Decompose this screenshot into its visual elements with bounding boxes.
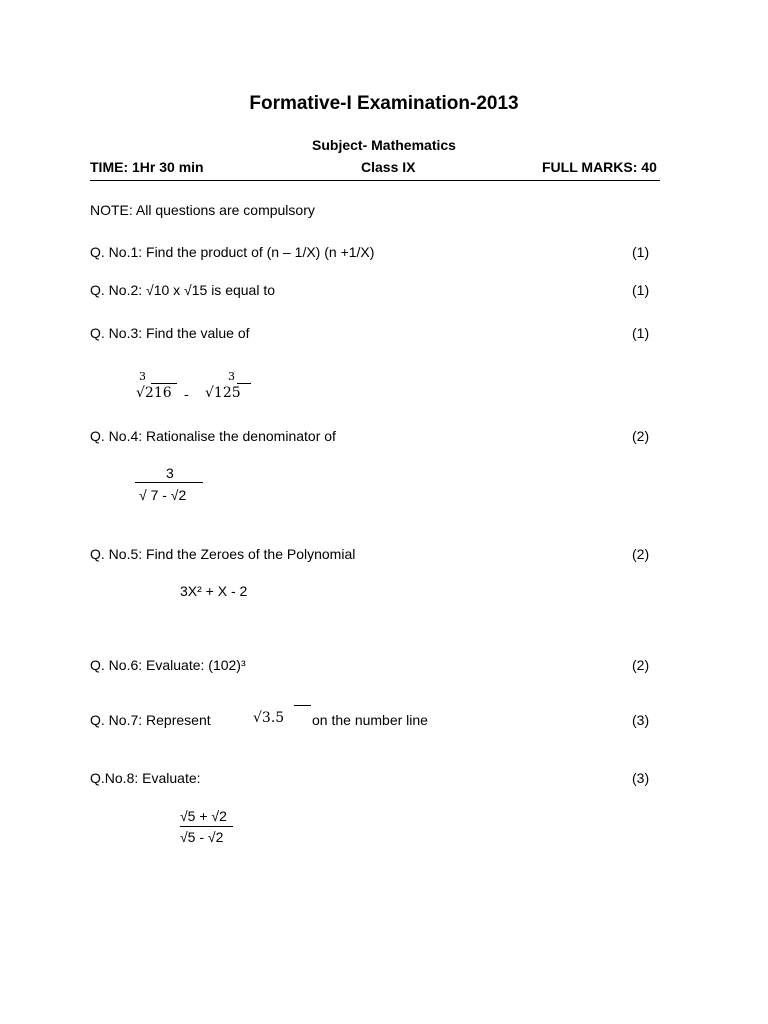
q7-root-3-5: √3.5 <box>253 710 285 726</box>
time-label: TIME: 1Hr 30 min <box>90 159 204 175</box>
question-5: Q. No.5: Find the Zeroes of the Polynomial <box>90 546 356 562</box>
question-3-marks: (1) <box>632 325 650 341</box>
q3-vinculum-2 <box>237 383 251 384</box>
question-2: Q. No.2: √10 x √15 is equal to <box>90 282 276 298</box>
question-7: Q. No.7: Represent <box>90 712 211 728</box>
question-3: Q. No.3: Find the value of <box>90 325 250 341</box>
q3-root-125: √125 <box>205 385 241 401</box>
q3-cube-index-1: 3 <box>139 370 146 383</box>
full-marks-label: FULL MARKS: 40 <box>542 159 657 175</box>
question-7-tail: on the number line <box>312 712 428 728</box>
exam-title: Formative-I Examination-2013 <box>249 93 519 114</box>
q8-numerator: √5 + √2 <box>180 808 227 824</box>
q8-denominator: √5 - √2 <box>180 829 224 845</box>
question-1-marks: (1) <box>632 244 650 260</box>
subject-line: Subject- Mathematics <box>312 137 456 153</box>
q7-vinculum <box>294 705 311 706</box>
q5-polynomial: 3X² + X - 2 <box>180 583 248 599</box>
q3-root-216: √216 <box>136 385 172 401</box>
question-8: Q.No.8: Evaluate: <box>90 770 201 786</box>
q4-numerator: 3 <box>166 465 174 481</box>
question-6-marks: (2) <box>632 657 650 673</box>
question-5-marks: (2) <box>632 546 650 562</box>
q3-vinculum-1 <box>151 383 177 384</box>
question-4-marks: (2) <box>632 428 650 444</box>
note-text: NOTE: All questions are compulsory <box>90 202 315 218</box>
q8-fraction-bar <box>180 826 233 827</box>
question-6: Q. No.6: Evaluate: (102)³ <box>90 657 246 673</box>
q4-denominator: √ 7 - √2 <box>139 487 187 503</box>
question-8-marks: (3) <box>632 770 650 786</box>
question-7-marks: (3) <box>632 712 650 728</box>
class-label: Class IX <box>361 159 416 175</box>
q4-fraction-bar <box>135 482 203 483</box>
question-2-marks: (1) <box>632 282 650 298</box>
q3-minus-sign: - <box>184 387 189 403</box>
question-4: Q. No.4: Rationalise the denominator of <box>90 428 336 444</box>
q3-cube-index-2: 3 <box>228 370 235 383</box>
question-1: Q. No.1: Find the product of (n – 1/X) (n +1/X) <box>90 244 375 260</box>
